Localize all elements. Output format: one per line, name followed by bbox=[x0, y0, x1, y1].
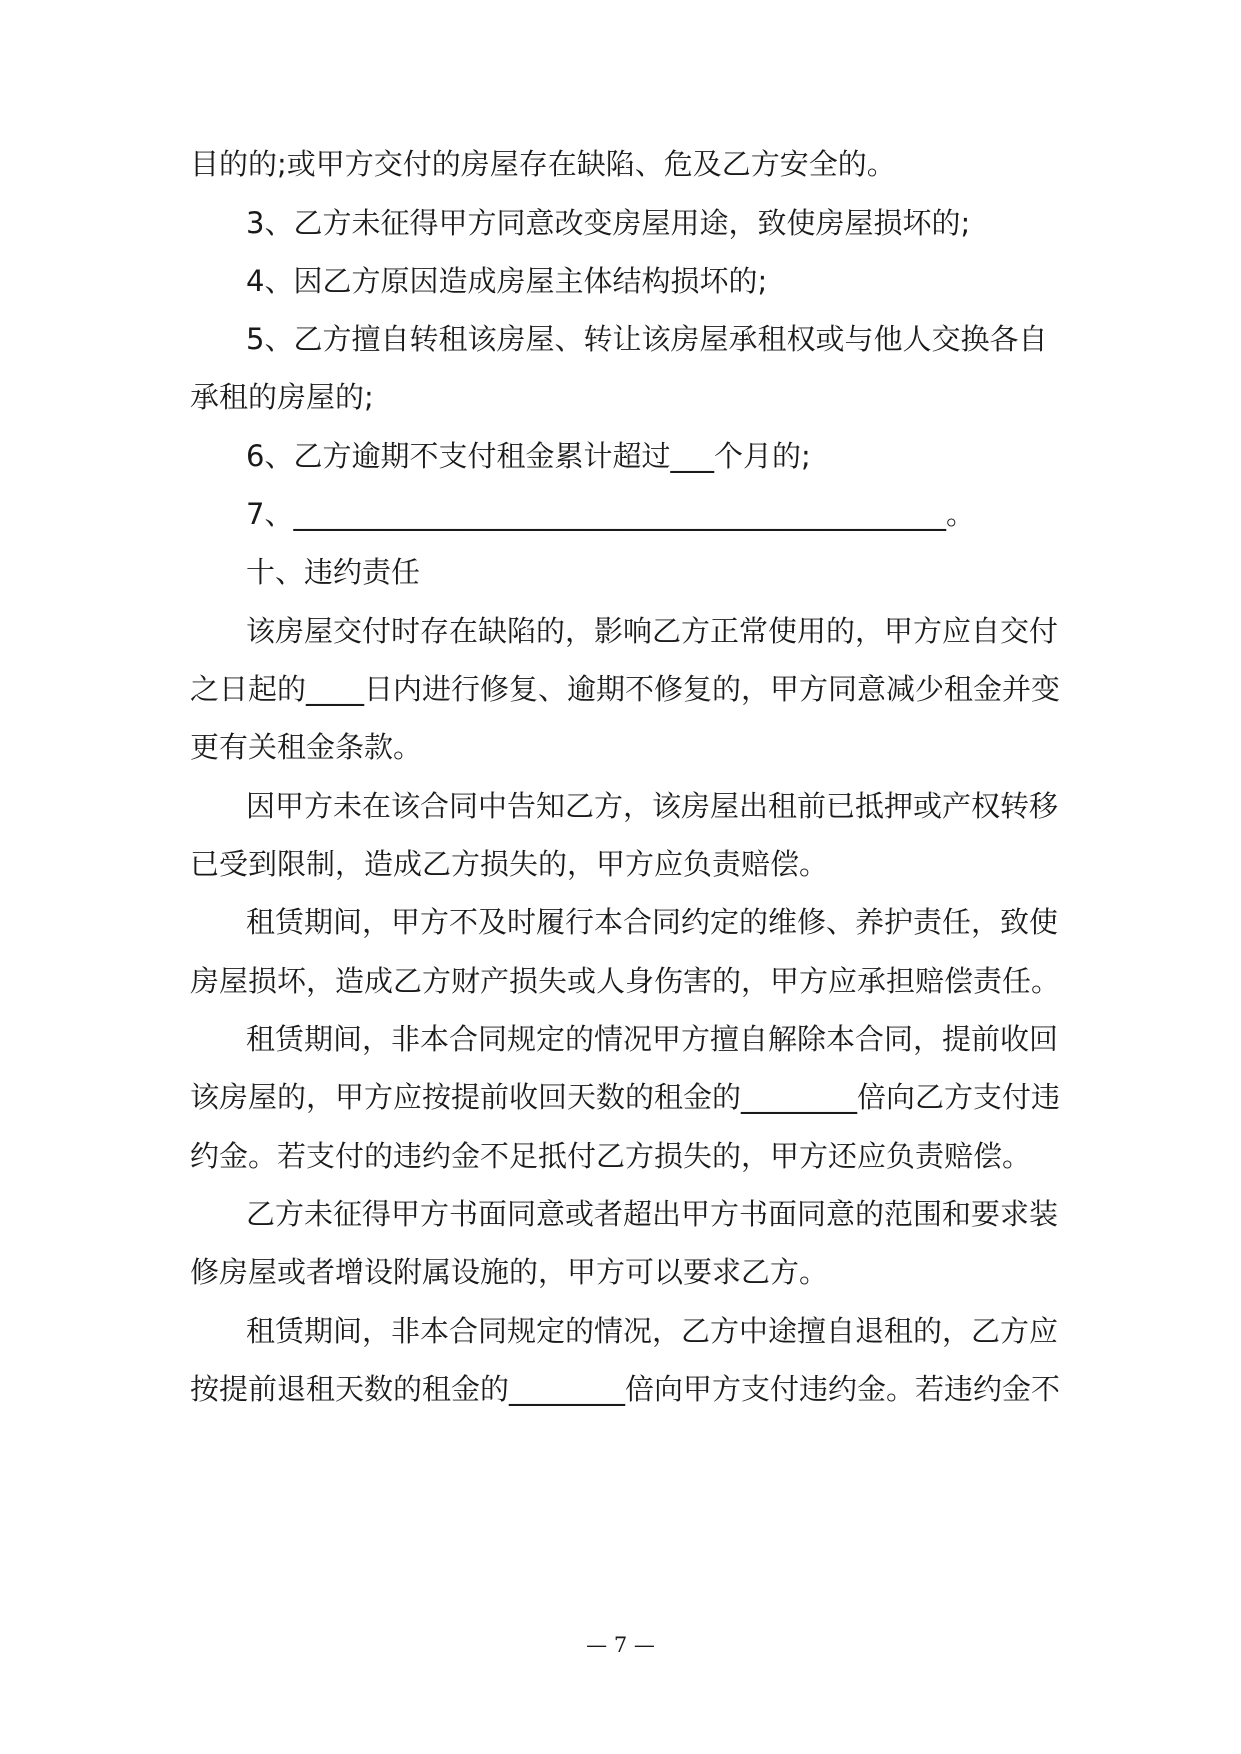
list-item-6: 6、乙方逾期不支付租金累计超过___个月的; bbox=[246, 439, 811, 473]
paragraph-line: 租赁期间，甲方不及时履行本合同约定的维修、养护责任，致使 bbox=[246, 905, 1059, 939]
paragraph-line: 该房屋的，甲方应按提前收回天数的租金的________倍向乙方支付违 bbox=[190, 1080, 1061, 1114]
list-item-3: 3、乙方未征得甲方同意改变房屋用途，致使房屋损坏的; bbox=[246, 206, 971, 240]
section-heading: 十、违约责任 bbox=[246, 555, 421, 589]
paragraph-line: 因甲方未在该合同中告知乙方，该房屋出租前已抵押或产权转移 bbox=[246, 789, 1059, 823]
list-item-7: 7、_____________________________________________。 bbox=[246, 497, 975, 531]
paragraph-line: 租赁期间，非本合同规定的情况，乙方中途擅自退租的，乙方应 bbox=[246, 1314, 1059, 1348]
page-number: — 7 — bbox=[586, 1633, 655, 1657]
paragraph-line: 约金。若支付的违约金不足抵付乙方损失的，甲方还应负责赔偿。 bbox=[190, 1139, 1032, 1173]
list-item-5: 5、乙方擅自转租该房屋、转让该房屋承租权或与他人交换各自 bbox=[246, 322, 1048, 356]
paragraph-line: 该房屋交付时存在缺陷的，影响乙方正常使用的，甲方应自交付 bbox=[246, 614, 1059, 648]
paragraph-line: 修房屋或者增设附属设施的，甲方可以要求乙方。 bbox=[190, 1255, 829, 1289]
paragraph-line: 租赁期间，非本合同规定的情况甲方擅自解除本合同，提前收回 bbox=[246, 1022, 1059, 1056]
list-item-4: 4、因乙方原因造成房屋主体结构损坏的; bbox=[246, 264, 768, 298]
paragraph-line: 更有关租金条款。 bbox=[190, 730, 423, 764]
paragraph-line: 房屋损坏，造成乙方财产损失或人身伤害的，甲方应承担赔偿责任。 bbox=[190, 964, 1061, 998]
paragraph-line: 乙方未征得甲方书面同意或者超出甲方书面同意的范围和要求装 bbox=[246, 1197, 1059, 1231]
text-line: 目的的;或甲方交付的房屋存在缺陷、危及乙方安全的。 bbox=[190, 147, 896, 181]
paragraph-line: 按提前退租天数的租金的________倍向甲方支付违约金。若违约金不 bbox=[190, 1372, 1061, 1406]
text-line: 承租的房屋的; bbox=[190, 380, 374, 414]
paragraph-line: 已受到限制，造成乙方损失的，甲方应负责赔偿。 bbox=[190, 847, 829, 881]
paragraph-line: 之日起的____日内进行修复、逾期不修复的，甲方同意减少租金并变 bbox=[190, 672, 1061, 706]
